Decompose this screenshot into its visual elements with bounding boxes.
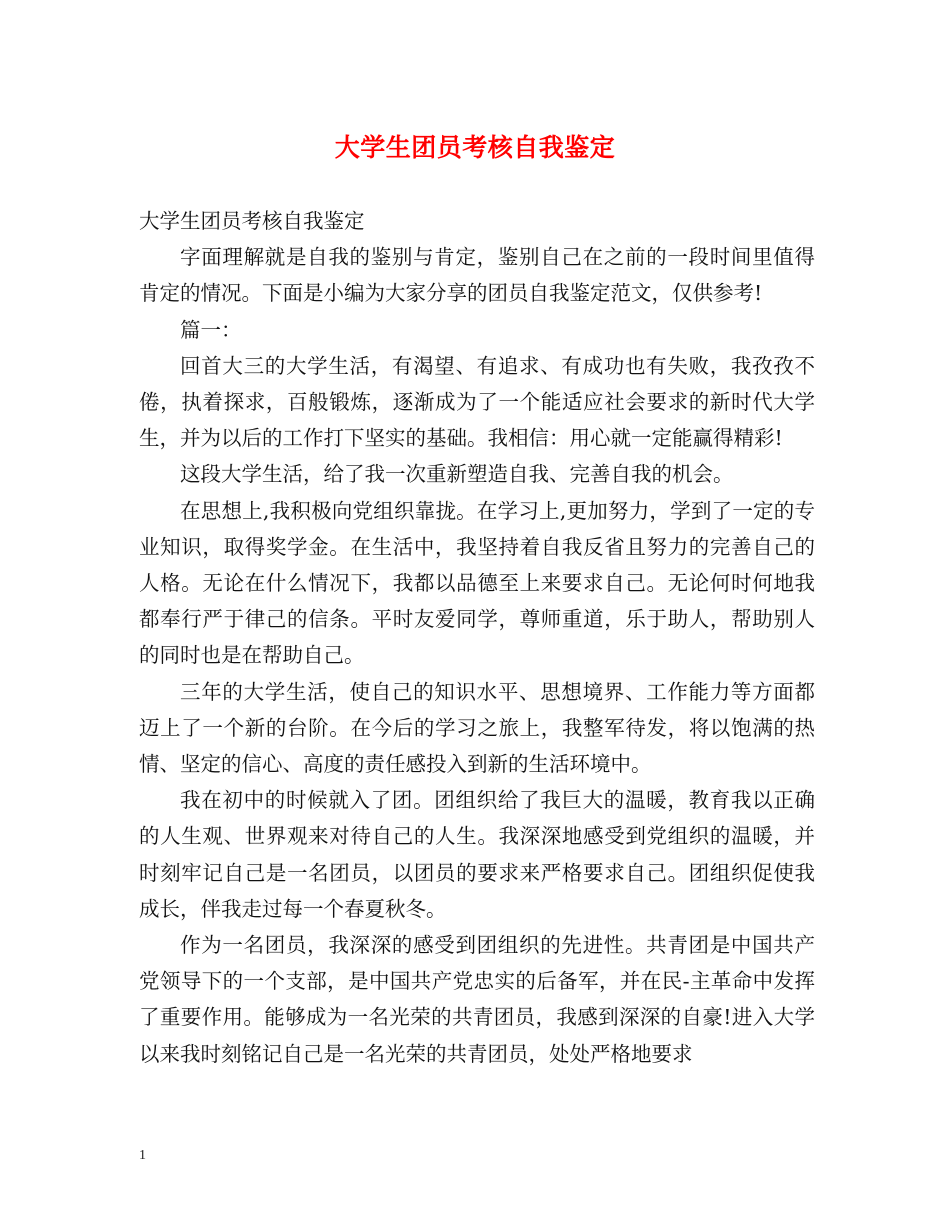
paragraph: 我在初中的时候就入了团。团组织给了我巨大的温暖，教育我以正确的人生观、世界观来对待自己的人生。我深深地感受到党组织的温暖，并时刻牢记自己是一名团员，以团员的要求来严格要求自己。团组织促使我成长，伴我走过每一个春夏秋冬。	[139, 788, 815, 921]
paragraph: 这段大学生活，给了我一次重新塑造自我、完善自我的机会。	[180, 462, 734, 487]
paragraph: 在思想上,我积极向党组织靠拢。在学习上,更加努力，学到了一定的专业知识，取得奖学金。在生活中，我坚持着自我反省且努力的完善自己的人格。无论在什么情况下，我都以品德至上来要求自己。无论何时何地我都奉行严于律己的信条。平时友爱同学，尊师重道，乐于助人，帮助别人的同时也是在帮助自己。	[139, 498, 815, 668]
paragraph: 三年的大学生活，使自己的知识水平、思想境界、工作能力等方面都迈上了一个新的台阶。在今后的学习之旅上，我整军待发，将以饱满的热情、坚定的信心、高度的责任感投入到新的生活环境中。	[139, 679, 815, 777]
paragraph: 作为一名团员，我深深的感受到团组织的先进性。共青团是中国共产党领导下的一个支部，是中国共产党忠实的后备军，并在民-主革命中发挥了重要作用。能够成为一名光荣的共青团员，我感到深深的自豪!进入大学以来我时刻铭记自己是一名光荣的共青团员，处处严格地要求	[139, 933, 815, 1066]
page-number: 1	[139, 1148, 146, 1163]
paragraph: 字面理解就是自我的鉴别与肯定，鉴别自己在之前的一段时间里值得肯定的情况。下面是小编为大家分享的团员自我鉴定范文，仅供参考!	[139, 245, 815, 306]
document-title: 大学生团员考核自我鉴定	[334, 133, 616, 162]
document-body	[139, 203, 815, 1072]
paragraph-heading: 大学生团员考核自我鉴定	[139, 209, 365, 233]
section-label: 篇一：	[180, 317, 242, 342]
paragraph: 回首大三的大学生活，有渴望、有追求、有成功也有失败，我孜孜不倦，执着探求，百般锻炼，逐渐成为了一个能适应社会要求的新时代大学生，并为以后的工作打下坚实的基础。我相信：用心就一定能赢得精彩!	[139, 353, 815, 451]
